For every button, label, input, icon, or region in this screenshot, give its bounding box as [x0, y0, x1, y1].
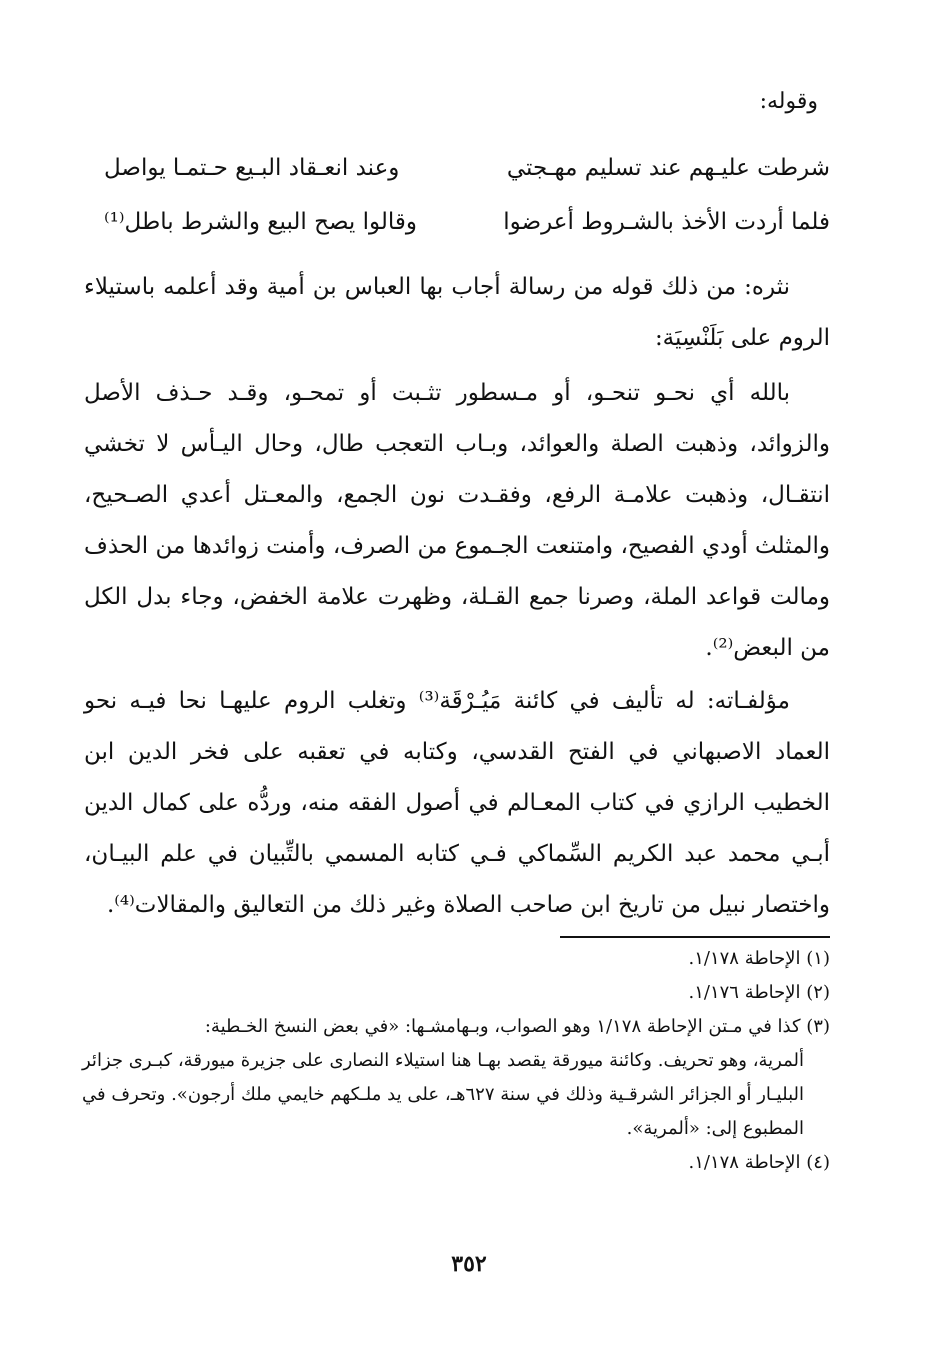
prose-intro-paragraph	[84, 262, 830, 364]
footnotes-list	[82, 942, 830, 1180]
verse-first-hemistich: فلما أردت الأخذ بالشـروط أعرضوا	[503, 209, 830, 235]
prose-intro-text: نثره: من ذلك قوله من رسالة أجاب بها العباس بن أمية وقد أعلمه باستيلاء الروم على بَلَنْسِيَة:	[84, 274, 830, 351]
footnote-3-continuation: ألمرية، وهو تحريف. وكائنة ميورقة يقصد بهـا هنا استيلاء النصارى على جزيرة ميورقة، كبـرى جزائر البليـار أو الجزائر الشرقـية وذلك في سنة ٦٢٧هـ، على يد ملـكهم خايمي ملك أرجون». وتحرف في المطبوع إلى: «ألمرية».	[82, 1050, 804, 1139]
poem-verse	[104, 144, 830, 192]
quoted-letter-text: بالله أي نحـو تنحـو، أو مـسطور تثـبت أو تمحـو، وقـد حـذف الأصل والزوائد، وذهبت الصلة والعوائد، وبـاب التعجب طال، وحال اليـأس لا تخشي انتقـال، وذهبت علامـة الرفع، وفقـدت نون الجمع، والمعـتل أعدي الصـحيح، والمثلث أودي الفصيح، وامتنعت الجـموع من الصرف، وأمنت زوائدها من الحذف ومالت قواعد الملة، وصرنا جمع القـلة، وظهرت علامة الخفض، وجاء بدل الكل من البعض⁽²⁾.	[84, 380, 830, 661]
works-paragraph	[84, 676, 830, 931]
verse-intro: وقوله:	[759, 89, 818, 114]
verse-first-hemistich: شرطت عليـهم عند تسليم مهـجتي	[506, 155, 830, 181]
page-number: ٣٥٢	[451, 1251, 487, 1277]
footnote-1: (١) الإحاطة ١/١٧٨.	[688, 948, 830, 969]
footnote-2: (٢) الإحاطة ١/١٧٦.	[688, 982, 830, 1003]
verse-second-hemistich: وعند انعـقاد البـيع حـتمـا يواصل	[104, 155, 400, 181]
verse-second-hemistich: وقالوا يصح البيع والشرط باطل⁽¹⁾	[104, 209, 418, 235]
quoted-letter-paragraph	[84, 368, 830, 674]
footnote-3: (٣) كذا في مـتن الإحاطة ١/١٧٨ وهو الصواب، وبـهامشـها: «في بعض النسخ الخـطية:	[204, 1016, 830, 1037]
footnote-4: (٤) الإحاطة ١/١٧٨.	[688, 1152, 830, 1173]
works-text: مؤلفـاته: له تأليف في كائنة مَيُـرْقَة⁽³⁾ وتغلب الروم عليهـا نحا فيـه نحو العماد الاصبهاني في الفتح القدسي، وكتابه في تعقبه على فخر الدين ابن الخطيب الرازي في كتاب المعـالم في أصول الفقه منه، وردُّه على كمال الدين أبـي محمد عبد الكريم السِّماكي فـي كتابه المسمي بالتِّبيان في علم البيـان، واختصار نبيل من تاريخ ابن صاحب الصلاة وغير ذلك من التعاليق والمقالات⁽⁴⁾.	[84, 688, 830, 918]
poem-verse	[104, 198, 830, 246]
footnote-separator	[560, 936, 830, 938]
